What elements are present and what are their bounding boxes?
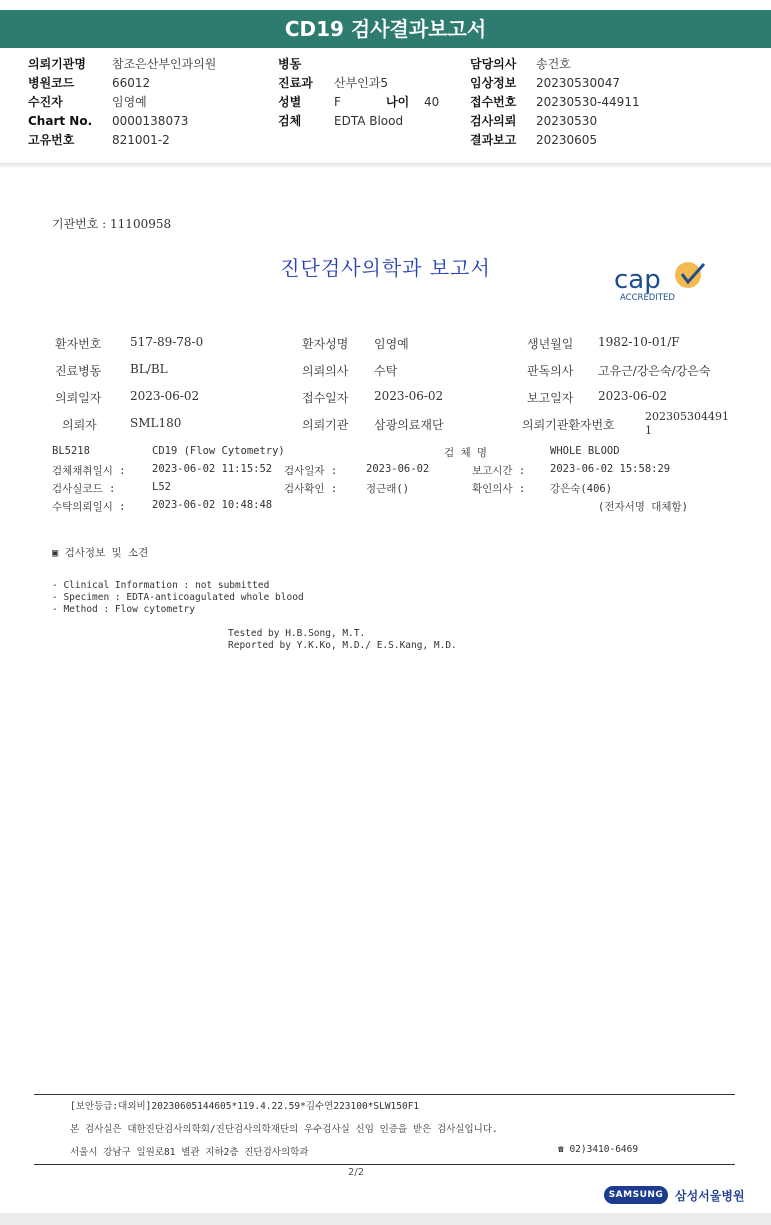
cap-logo-sub: ACCREDITED — [620, 293, 675, 303]
tested-by: Tested by H.B.Song, M.T. — [228, 628, 366, 639]
receive-value: 2023-06-02 10:48:48 — [152, 499, 273, 511]
patient-value: 2023-06-02 — [598, 389, 668, 403]
header-label: 성별 — [278, 95, 302, 109]
section-title: ▣ 검사정보 및 소견 — [52, 547, 149, 559]
header-label: 병원코드 — [28, 76, 75, 90]
patient-label: 보고일자 — [527, 391, 574, 405]
doctor-value: 강은숙(406) — [550, 483, 613, 495]
patient-value: 수탁 — [374, 364, 398, 378]
test-code: BL5218 — [52, 445, 90, 457]
patient-value: 2023-06-02 — [130, 389, 200, 403]
page-number: 2/2 — [348, 1167, 365, 1178]
confirm-label: 검사확인 : — [284, 483, 338, 495]
header-col-2 — [278, 55, 439, 131]
patient-value: 1 — [645, 424, 652, 437]
report-time-value: 2023-06-02 15:58:29 — [550, 463, 671, 475]
header-value: 821001-2 — [112, 133, 170, 147]
collect-value: 2023-06-02 11:15:52 — [152, 463, 273, 475]
header-value: 산부인과5 — [334, 76, 389, 90]
patient-label: 의뢰기관 — [302, 418, 349, 432]
header-label: 나이 — [386, 95, 410, 109]
agency-number: 기관번호 : 11100958 — [52, 217, 172, 231]
header-value: 20230530-44911 — [536, 95, 640, 109]
header-value: 임영예 — [112, 95, 147, 109]
room-value: L52 — [152, 481, 171, 493]
patient-label: 진료병동 — [55, 364, 102, 378]
patient-label: 환자성명 — [302, 337, 349, 351]
header-label: 검사의뢰 — [470, 114, 517, 128]
report-header-title: CD19 검사결과보고서 — [0, 10, 771, 48]
patient-label: 의뢰자 — [62, 418, 97, 432]
info-line: - Clinical Information : not submitted — [52, 580, 270, 591]
report-time-label: 보고시간 : — [472, 465, 526, 477]
patient-value: 2023-06-02 — [374, 389, 444, 403]
patient-value: BL/BL — [130, 362, 168, 376]
header-col-1 — [28, 55, 216, 150]
footer-bottom-line — [34, 1164, 735, 1165]
footer-top-line — [34, 1094, 735, 1095]
patient-value: SML180 — [130, 416, 182, 430]
confirm-value: 정근래() — [366, 483, 410, 495]
header-label: 병동 — [278, 57, 302, 71]
test-name: CD19 (Flow Cytometry) — [152, 445, 285, 457]
header-label: 검체 — [278, 114, 302, 128]
phone-number: ☎ 02)3410-6469 — [558, 1144, 639, 1155]
cap-logo-word: cap — [614, 265, 661, 295]
patient-label: 의뢰일자 — [55, 391, 102, 405]
info-line: - Method : Flow cytometry — [52, 604, 195, 615]
hospital-name: 삼성서울병원 — [675, 1189, 745, 1203]
report-title: 진단검사의학과 보고서 — [280, 256, 491, 280]
patient-value: 고유근/강은숙/강은숙 — [598, 364, 711, 378]
specimen-value: WHOLE BLOOD — [550, 445, 620, 457]
exam-date-label: 검사일자 : — [284, 465, 338, 477]
header-value: 20230605 — [536, 133, 598, 147]
reported-by: Reported by Y.K.Ko, M.D./ E.S.Kang, M.D. — [228, 640, 457, 651]
patient-value: 임영예 — [374, 337, 409, 351]
room-label: 검사실코드 : — [52, 483, 116, 495]
header-label: 임상정보 — [470, 76, 517, 90]
certification-line: 본 검사실은 대한진단검사의학회/진단검사의학재단의 우수검사실 신임 인증을 받은 검사실입니다. — [70, 1124, 498, 1135]
header-value: EDTA Blood — [334, 114, 404, 128]
patient-label: 생년월일 — [527, 337, 574, 351]
cap-accredited-logo — [612, 260, 712, 304]
patient-value: 1982-10-01/F — [598, 335, 680, 349]
header-value: 40 — [424, 95, 440, 109]
patient-value: 202305304491 — [645, 410, 729, 423]
patient-label: 판독의사 — [527, 364, 574, 378]
header-label: 의뢰기관명 — [28, 57, 86, 71]
header-label: 진료과 — [278, 76, 313, 90]
header-value: 20230530047 — [536, 76, 620, 90]
receive-label: 수탁의뢰일시 : — [52, 501, 126, 513]
samsung-logo: SAMSUNG — [604, 1186, 668, 1204]
security-line: [보안등급:대외비]20230605144605*119.4.22.59*김수연223100*SLW150F1 — [70, 1101, 420, 1112]
header-label: 담당의사 — [470, 57, 517, 71]
header-label: 고유번호 — [28, 133, 75, 147]
header-label: 수진자 — [28, 95, 63, 109]
header-value: F — [334, 95, 341, 109]
exam-date-value: 2023-06-02 — [366, 463, 430, 475]
header-col-3 — [470, 55, 640, 150]
header-value: 송건호 — [536, 57, 571, 71]
address-line: 서울시 강남구 일원로81 별관 지하2층 진단검사의학과 — [70, 1147, 309, 1158]
patient-label: 의뢰의사 — [302, 364, 349, 378]
header-label: Chart No. — [28, 114, 93, 128]
header-value: 0000138073 — [112, 114, 189, 128]
info-line: - Specimen : EDTA-anticoagulated whole blood — [52, 592, 304, 603]
header-value: 66012 — [112, 76, 151, 90]
header-label: 접수번호 — [470, 95, 517, 109]
header-value: 20230530 — [536, 114, 598, 128]
esign-note: (전자서명 대체함) — [598, 501, 688, 513]
header-label: 결과보고 — [470, 133, 517, 147]
header-divider — [0, 163, 771, 167]
specimen-label: 검 체 명 — [444, 447, 488, 459]
doctor-label: 확인의사 : — [472, 483, 526, 495]
patient-label: 접수일자 — [302, 391, 349, 405]
patient-label: 환자번호 — [55, 337, 102, 351]
collect-label: 검체채취일시 : — [52, 465, 126, 477]
header-value: 참조은산부인과의원 — [112, 57, 217, 71]
patient-value: 517-89-78-0 — [130, 335, 204, 349]
patient-value: 삼광의료재단 — [374, 418, 444, 432]
patient-label: 의뢰기관환자번호 — [522, 418, 615, 432]
